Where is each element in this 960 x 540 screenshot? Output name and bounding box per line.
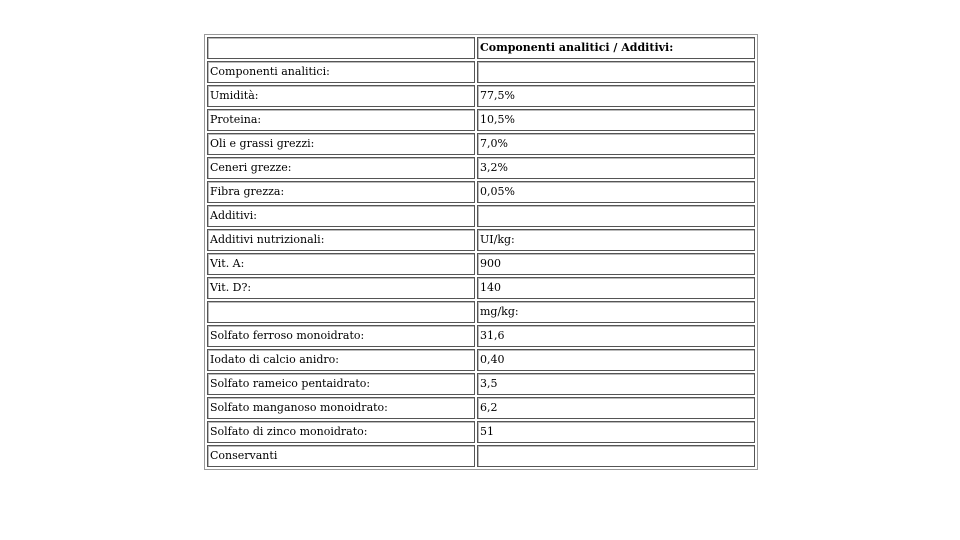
table-row [207, 277, 755, 299]
table-row [207, 61, 755, 83]
table-row [207, 445, 755, 467]
row-value-cell [477, 445, 755, 467]
row-value-cell: UI/kg: [477, 229, 755, 251]
composition-table-container [204, 34, 756, 470]
table-body [207, 37, 755, 467]
row-value-cell: 7,0% [477, 133, 755, 155]
row-label-cell: Umidità: [207, 85, 475, 107]
row-label-cell: Vit. D?: [207, 277, 475, 299]
table-row [207, 205, 755, 227]
row-label-cell: Solfato rameico pentaidrato: [207, 373, 475, 395]
row-value-cell: 31,6 [477, 325, 755, 347]
row-value-cell [477, 61, 755, 83]
table-row [207, 157, 755, 179]
table-row [207, 325, 755, 347]
row-label-cell [207, 301, 475, 323]
row-label-cell: Solfato di zinco monoidrato: [207, 421, 475, 443]
table-row [207, 181, 755, 203]
row-value-cell: 77,5% [477, 85, 755, 107]
row-label-cell: Solfato manganoso monoidrato: [207, 397, 475, 419]
row-value-cell: 10,5% [477, 109, 755, 131]
row-label-cell: Iodato di calcio anidro: [207, 349, 475, 371]
table-row [207, 421, 755, 443]
table-header-row [207, 37, 755, 59]
table-row [207, 133, 755, 155]
row-label-cell: Vit. A: [207, 253, 475, 275]
composition-table [204, 34, 758, 470]
table-row [207, 349, 755, 371]
row-value-cell: 0,40 [477, 349, 755, 371]
row-value-cell: 900 [477, 253, 755, 275]
row-label-cell: Fibra grezza: [207, 181, 475, 203]
row-value-cell: 140 [477, 277, 755, 299]
table-row [207, 85, 755, 107]
row-label-cell: Solfato ferroso monoidrato: [207, 325, 475, 347]
table-row [207, 253, 755, 275]
header-label-cell [207, 37, 475, 59]
header-value-cell: Componenti analitici / Additivi: [477, 37, 755, 59]
row-label-cell: Additivi nutrizionali: [207, 229, 475, 251]
row-value-cell: 51 [477, 421, 755, 443]
row-label-cell: Additivi: [207, 205, 475, 227]
row-label-cell: Oli e grassi grezzi: [207, 133, 475, 155]
table-row [207, 301, 755, 323]
row-value-cell: 0,05% [477, 181, 755, 203]
table-row [207, 397, 755, 419]
table-row [207, 373, 755, 395]
table-row [207, 229, 755, 251]
row-label-cell: Componenti analitici: [207, 61, 475, 83]
row-label-cell: Ceneri grezze: [207, 157, 475, 179]
row-value-cell: 3,2% [477, 157, 755, 179]
table-row [207, 109, 755, 131]
row-label-cell: Proteina: [207, 109, 475, 131]
row-value-cell: mg/kg: [477, 301, 755, 323]
row-label-cell: Conservanti [207, 445, 475, 467]
row-value-cell: 3,5 [477, 373, 755, 395]
row-value-cell: 6,2 [477, 397, 755, 419]
row-value-cell [477, 205, 755, 227]
